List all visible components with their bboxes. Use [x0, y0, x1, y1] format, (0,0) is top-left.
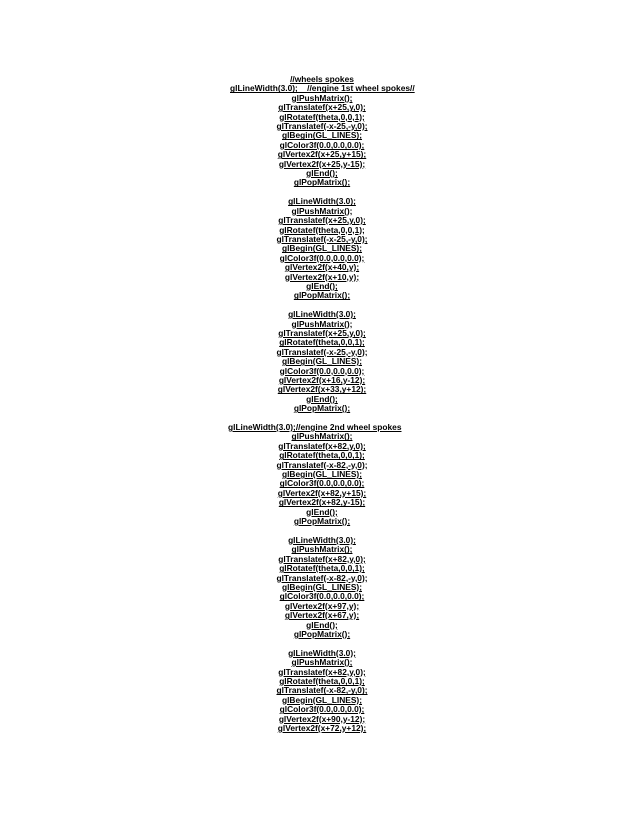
code-line: glRotatef(theta,0,0,1); — [279, 224, 365, 235]
code-line: glColor3f(0.0,0.0,0.0); — [279, 704, 365, 715]
code-line: glPushMatrix(); — [291, 657, 353, 668]
code-line: glPushMatrix(); — [291, 92, 353, 103]
code-line: glPopMatrix(); — [293, 516, 351, 527]
code-line: glVertex2f(x+10,y); — [284, 271, 360, 282]
code-line: glBegin(GL_LINES); — [281, 469, 363, 480]
code-line: glLineWidth(3.0); — [288, 309, 356, 320]
code-line: glVertex2f(x+82,y-15); — [278, 497, 366, 508]
code-line: glLineWidth(3.0); //engine 1st wheel spokes// — [230, 83, 415, 94]
code-line: glBegin(GL_LINES); — [281, 243, 363, 254]
code-line: glPushMatrix(); — [291, 544, 353, 555]
code-line: glRotatef(theta,0,0,1); — [279, 676, 365, 686]
code-line: glColor3f(0.0,0.0,0.0); — [279, 139, 365, 150]
code-line: glBegin(GL_LINES); — [281, 356, 363, 367]
code-line: glRotatef(theta,0,0,1); — [279, 111, 365, 122]
code-line: glPopMatrix(); — [293, 177, 351, 188]
code-line: glEnd(); — [306, 619, 338, 630]
code-line: glPopMatrix(); — [293, 403, 351, 414]
code-line: glTranslatef(-x-25,-y,0); — [276, 346, 368, 357]
code-line: glRotatef(theta,0,0,1); — [279, 337, 365, 348]
code-line: glEnd(); — [306, 393, 338, 404]
code-line: glPushMatrix(); — [291, 205, 353, 216]
code-line: glTranslatef(-x-82,-y,0); — [276, 572, 368, 583]
code-line: glLineWidth(3.0);//engine 2nd wheel spokes — [228, 422, 402, 433]
code-line: glTranslatef(x+25,y,0); — [278, 102, 366, 113]
code-line: glLineWidth(3.0); — [288, 196, 356, 207]
code-line: glVertex2f(x+82,y+15); — [277, 487, 367, 498]
code-line: glColor3f(0.0,0.0,0.0); — [279, 478, 365, 489]
code-line: glPushMatrix(); — [291, 431, 353, 442]
code-line: glTranslatef(x+25,y,0); — [278, 215, 366, 226]
code-line: glEnd(); — [306, 168, 338, 179]
code-line: glPushMatrix(); — [291, 318, 353, 329]
code-line: glEnd(); — [306, 280, 338, 291]
code-line: glVertex2f(x+16,y-12); — [278, 375, 366, 385]
code-line: glLineWidth(3.0); — [288, 534, 356, 545]
code-line: glBegin(GL_LINES); — [281, 130, 363, 141]
code-line: glRotatef(theta,0,0,1); — [279, 450, 365, 461]
code-line: glLineWidth(3.0); — [288, 647, 356, 658]
code-line: glTranslatef(x+82,y,0); — [278, 440, 366, 451]
code-line: glPopMatrix(); — [293, 290, 351, 301]
code-line: glVertex2f(x+97,y); — [284, 600, 360, 611]
code-block — [0, 75, 638, 733]
code-line: glVertex2f(x+33,y+12); — [277, 384, 367, 395]
code-line: glTranslatef(-x-25,-y,0); — [276, 121, 368, 132]
code-line: glTranslatef(x+82,y,0); — [278, 666, 366, 677]
code-line: glTranslatef(x+25,y,0); — [278, 327, 366, 338]
code-line: glBegin(GL_LINES); — [281, 694, 363, 705]
code-line: glVertex2f(x+25,y+15); — [277, 149, 367, 160]
code-line: glEnd(); — [306, 506, 338, 517]
code-line: glPopMatrix(); — [293, 628, 351, 639]
code-line: //wheels spokes — [290, 74, 354, 84]
code-line: glVertex2f(x+25,y-15); — [278, 158, 366, 169]
code-line: glVertex2f(x+40,y); — [284, 262, 360, 273]
code-line: glRotatef(theta,0,0,1); — [279, 563, 365, 574]
code-line: glTranslatef(x+82,y,0); — [278, 553, 366, 564]
code-line: glColor3f(0.0,0.0,0.0); — [279, 591, 365, 602]
code-line: glBegin(GL_LINES); — [281, 581, 363, 592]
code-line: glTranslatef(-x-82,-y,0); — [276, 459, 368, 470]
code-line: glVertex2f(x+67,y); — [284, 610, 360, 621]
code-line: glColor3f(0.0,0.0,0.0); — [279, 365, 365, 376]
code-line: glTranslatef(-x-25,-y,0); — [276, 233, 368, 244]
code-line: glVertex2f(x+72,y+12); — [277, 723, 367, 734]
code-line: glTranslatef(-x-82,-y,0); — [276, 685, 368, 696]
code-line: glColor3f(0.0,0.0,0.0); — [279, 252, 365, 263]
code-line: glVertex2f(x+90,y-12); — [278, 713, 366, 724]
